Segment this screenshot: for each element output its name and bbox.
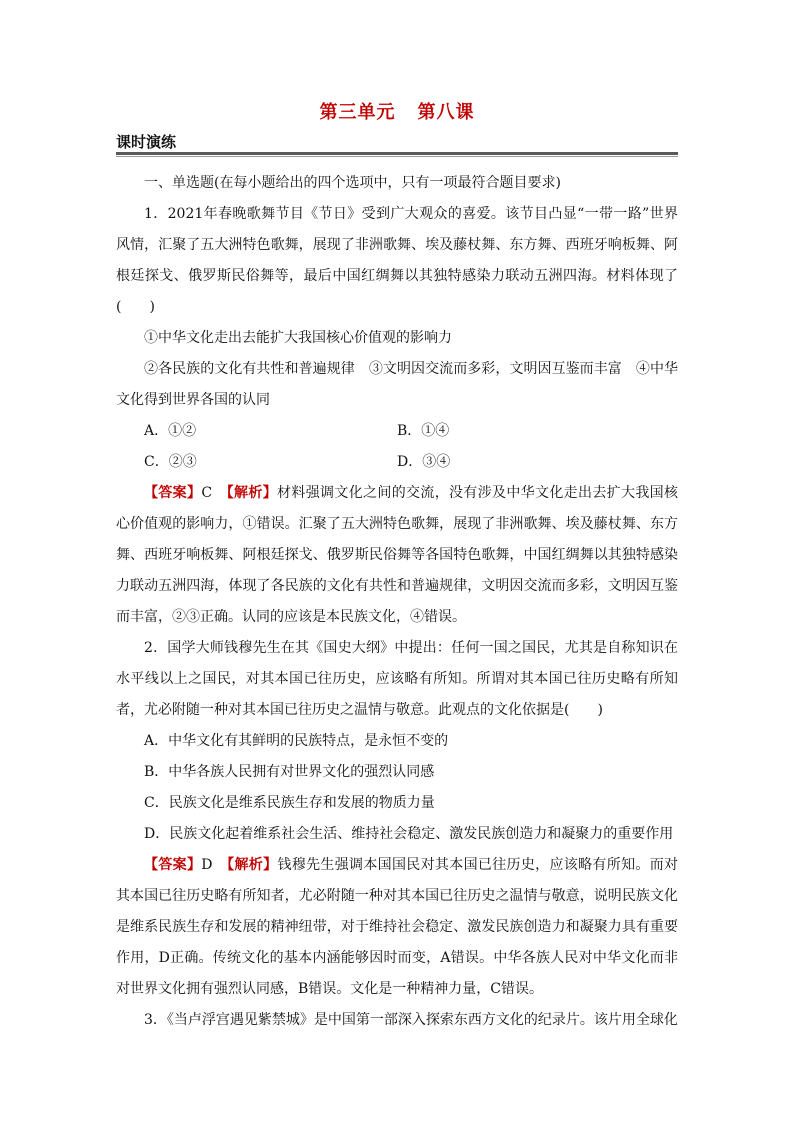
question-2-option-c: C．民族文化是维系民族生存和发展的物质力量 <box>144 795 435 811</box>
question-2-option-b: B．中华各族人民拥有对世界文化的强烈认同感 <box>144 764 435 780</box>
question-2-option-a: A．中华文化有其鲜明的民族特点，是永恒不变的 <box>144 733 449 749</box>
lesson-title: 第八课 <box>417 102 475 123</box>
analysis-text: 钱穆先生强调本国国民对其本国已往历史，应该略有所知。而对其本国已往历史略有所知者，尤必附随一种对其本国已往历史之温情与敬意，说明民族文化是维系民族生存和发展的精神纽带，对于维持社会稳定、激发民族创造力和凝聚力具有重要作用，D正确。传统文化的基本内涵能够因时而变，A错误。中华各族人民对中华文化而非对世界文化拥有强烈认同感，B错误。文化是一种精神力量，C错误。 <box>116 857 679 997</box>
question-1-items-2-4: ②各民族的文化有共性和普遍规律 ③文明因交流而多彩，文明因互鉴而丰富 ④中华文化得到世界各国的认同 <box>116 361 678 408</box>
question-1-options-row-2 <box>116 447 678 478</box>
section-rule-thick <box>116 152 678 155</box>
question-2-stem: 2．国学大师钱穆先生在其《国史大纲》中提出：任何一国之国民，尤其是自称知识在水平线以上之国民，对其本国已往历史，应该略有所知。所谓对其本国已往历史略有所知者，尤必附随一种对其本国已往历史之温情与敬意。此观点的文化依据是( ) <box>116 640 678 718</box>
analysis-text: 材料强调文化之间的交流，没有涉及中华文化走出去扩大我国核心价值观的影响力，①错误。汇聚了五大洲特色歌舞，展现了非洲歌舞、埃及藤杖舞、东方舞、西班牙响板舞、阿根廷探戈、俄罗斯民俗舞等各国特色歌舞，中国红绸舞以其独特感染力联动五洲四海，体现了各民族的文化有共性和普遍规律，文明因交流而多彩，文明因互鉴而丰富，②③正确。认同的应该是本民族文化，④错误。 <box>116 485 679 625</box>
question-1-item-1: ①中华文化走出去能扩大我国核心价值观的影响力 <box>144 330 452 346</box>
instruction-text: 一、单选题(在每小题给出的四个选项中，只有一项最符合题目要求) <box>144 175 561 191</box>
question-1-option-c: C．②③ <box>144 454 197 470</box>
section-title: 课时演练 <box>116 133 177 151</box>
question-1-options-row-1 <box>116 416 678 447</box>
question-3-stem: 3．《当卢浮宫遇见紫禁城》是中国第一部深入探索东西方文化的纪录片。该片用全球化 <box>144 1012 678 1028</box>
section-rule-thin <box>116 156 678 157</box>
page-title <box>0 98 794 124</box>
question-2-answer <box>116 850 678 1005</box>
question-1-option-b: B．①④ <box>397 423 450 439</box>
analysis-label: 【解析】 <box>226 485 278 501</box>
question-1-option-d: D．③④ <box>397 454 451 470</box>
unit-title: 第三单元 <box>319 102 396 123</box>
question-1-answer <box>116 478 678 633</box>
analysis-label: 【解析】 <box>227 857 278 873</box>
question-1-option-a: A．①② <box>144 423 197 439</box>
question-1-stem: 1．2021年春晚歌舞节目《节日》受到广大观众的喜爱。该节目凸显“一带一路”世界风情，汇聚了五大洲特色歌舞，展现了非洲歌舞、埃及藤杖舞、东方舞、西班牙响板舞、阿根廷探戈、俄罗斯民俗舞等，最后中国红绸舞以其独特感染力联动五洲四海。材料体现了( ) <box>116 206 678 315</box>
answer-value: D <box>201 857 213 873</box>
exercise-content <box>116 168 678 1036</box>
question-2-option-d: D．民族文化起着维系社会生活、维持社会稳定、激发民族创造力和凝聚力的重要作用 <box>144 826 674 842</box>
answer-value: C <box>201 485 213 501</box>
answer-label: 【答案】 <box>144 485 202 501</box>
answer-label: 【答案】 <box>144 857 202 873</box>
